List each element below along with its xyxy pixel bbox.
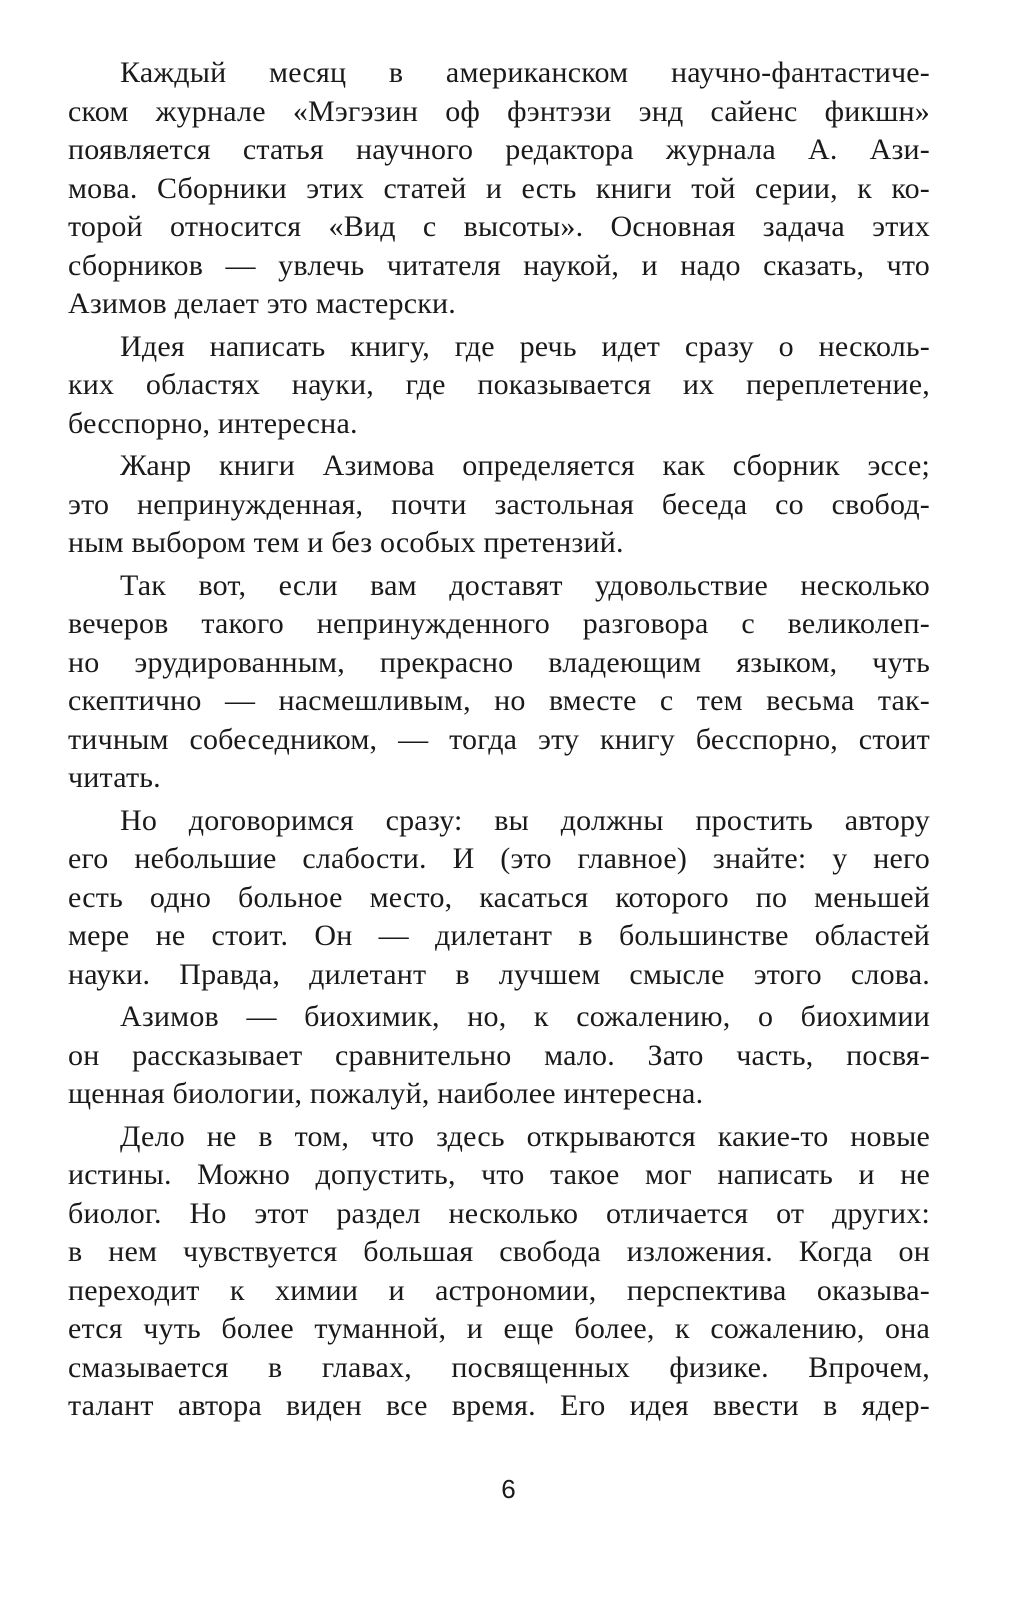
text-line: Каждый месяц в американском научно-фантастиче- bbox=[120, 56, 930, 89]
text-line: бесспорно, интересна. bbox=[68, 406, 358, 440]
text-line: ких областях науки, где показывается их переплетение, bbox=[68, 368, 930, 401]
text-line: в нем чувствуется большая свобода изложения. Когда он bbox=[68, 1235, 930, 1268]
text-line: Идея написать книгу, где речь идет сразу о несколь- bbox=[120, 329, 930, 363]
text-line: это непринужденная, почти застольная беседа со свобод- bbox=[68, 487, 930, 521]
text-line: ется чуть более туманной, и еще более, к сожалению, она bbox=[68, 1312, 930, 1345]
text-line: скептично — насмешливым, но вместе с тем весьма так- bbox=[68, 684, 930, 717]
text-line: щенная биологии, пожалуй, наиболее интересна. bbox=[68, 1077, 704, 1110]
text-line: ском журнале «Мэгэзин оф фэнтэзи энд сайенс фикшн» bbox=[68, 94, 930, 128]
paragraph-6 bbox=[68, 998, 930, 1114]
paragraph-5 bbox=[68, 802, 930, 995]
text-line: его небольшие слабости. И (это главное) знайте: у него bbox=[68, 842, 930, 875]
paragraph-3 bbox=[68, 447, 930, 563]
text-line: Дело не в том, что здесь открываются какие-то новые bbox=[120, 1119, 930, 1153]
paragraph-2 bbox=[68, 328, 930, 444]
text-line: сборников — увлечь читателя наукой, и надо сказать, что bbox=[68, 248, 930, 282]
text-line: талант автора виден все время. Его идея ввести в ядер- bbox=[68, 1389, 930, 1422]
text-line: смазывается в главах, посвященных физике. Впрочем, bbox=[68, 1350, 930, 1384]
text-line: вечеров такого непринужденного разговора с великолеп- bbox=[68, 607, 930, 640]
text-line: Так вот, если вам доставят удовольствие несколько bbox=[120, 568, 930, 602]
text-line: мова. Сборники этих статей и есть книги той серии, к ко- bbox=[68, 171, 930, 205]
text-line: Жанр книги Азимова определяется как сборник эссе; bbox=[120, 449, 930, 482]
page-number: 6 bbox=[501, 1474, 516, 1504]
text-line: истины. Можно допустить, что такое мог написать и не bbox=[68, 1158, 930, 1191]
text-line: Но договоримся сразу: вы должны простить автору bbox=[120, 803, 930, 837]
text-line: биолог. Но этот раздел несколько отличается от других: bbox=[68, 1196, 930, 1230]
paragraph-4 bbox=[68, 567, 930, 798]
text-line: есть одно больное место, касаться которого по меньшей bbox=[68, 880, 930, 914]
text-line: переходит к химии и астрономии, перспектива оказыва- bbox=[68, 1273, 930, 1307]
text-line: он рассказывает сравнительно мало. Зато часть, посвя- bbox=[68, 1038, 930, 1072]
text-line: науки. Правда, дилетант в лучшем смысле этого слова. bbox=[68, 957, 930, 991]
text-line: появляется статья научного редактора журнала А. Ази- bbox=[68, 133, 930, 166]
paragraph-1 bbox=[68, 54, 930, 324]
text-line: Азимов делает это мастерски. bbox=[68, 287, 456, 320]
text-line: торой относится «Вид с высоты». Основная задача этих bbox=[68, 210, 930, 243]
text-line: тичным собеседником, — тогда эту книгу бесспорно, стоит bbox=[68, 722, 930, 756]
text-line: читать. bbox=[68, 761, 161, 794]
text-line: мере не стоит. Он — дилетант в большинстве областей bbox=[68, 919, 930, 952]
text-line: но эрудированным, прекрасно владеющим языком, чуть bbox=[68, 645, 930, 679]
text-line: ным выбором тем и без особых претензий. bbox=[68, 526, 624, 559]
text-line: Азимов — биохимик, но, к сожалению, о биохимии bbox=[120, 1000, 930, 1033]
page-body bbox=[68, 54, 930, 1426]
paragraph-7 bbox=[68, 1118, 930, 1426]
